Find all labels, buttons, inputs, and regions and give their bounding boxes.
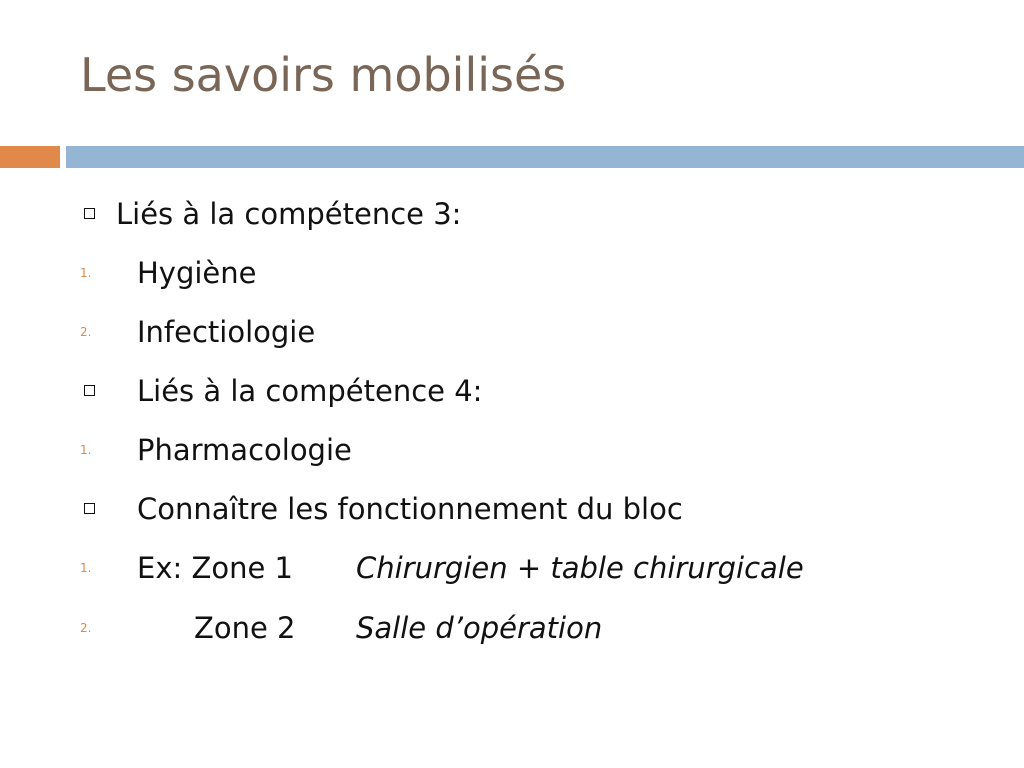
accent-bar-blue — [66, 146, 1024, 168]
slide-title: Les savoirs mobilisés — [80, 48, 567, 102]
list-number: 1. — [80, 561, 92, 575]
square-bullet-icon — [84, 385, 95, 396]
zone-label: Ex: Zone 1 — [137, 551, 293, 585]
zone-description: Salle d’opération — [356, 611, 603, 645]
zone-description: Chirurgien + table chirurgicale — [356, 551, 804, 585]
zone-label: Zone 2 — [194, 611, 296, 645]
list-item-text: Liés à la compétence 4: — [137, 374, 483, 408]
list-item-text: Liés à la compétence 3: — [116, 197, 462, 231]
list-number: 1. — [80, 266, 92, 280]
square-bullet-icon — [84, 208, 95, 219]
list-number: 1. — [80, 443, 92, 457]
list-item-text: Connaître les fonctionnement du bloc — [137, 492, 683, 526]
list-item-text: Hygiène — [137, 256, 257, 290]
list-number: 2. — [80, 325, 92, 339]
list-item-text: Infectiologie — [137, 315, 316, 349]
accent-bar-orange — [0, 146, 60, 168]
list-item-text: Pharmacologie — [137, 433, 352, 467]
list-number: 2. — [80, 621, 92, 635]
square-bullet-icon — [84, 503, 95, 514]
